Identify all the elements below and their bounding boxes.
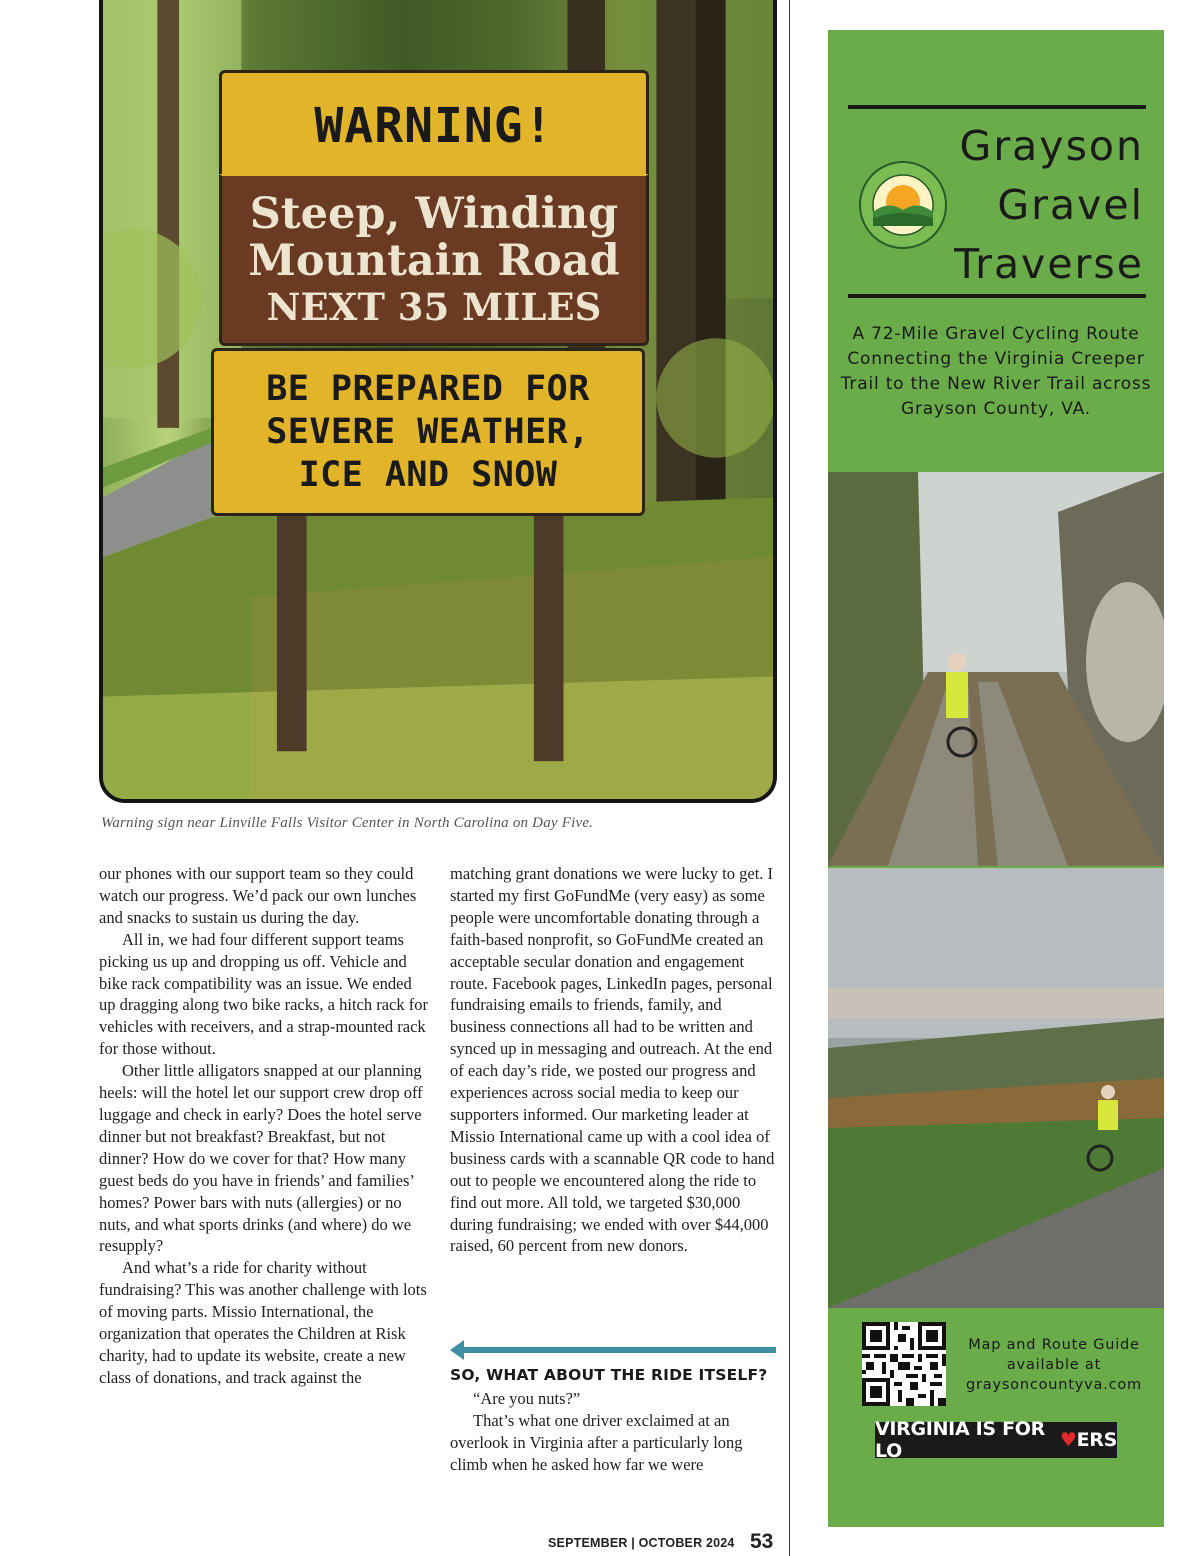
cyclist-road-image [828, 868, 1164, 1308]
cyclist-forest-image [828, 472, 1164, 866]
mountain-road-sign-line: Steep, Winding [249, 189, 619, 239]
mountain-road-sign [219, 174, 649, 346]
virginia-tagline-part: ERS [1076, 1429, 1117, 1451]
ad-description: A 72-Mile Gravel Cycling Route Connecting the Virginia Creeper Trail to the New River Trail across Grayson County, VA. [840, 324, 1152, 419]
column-divider [789, 0, 790, 1556]
issue-date: SEPTEMBER | OCTOBER 2024 [548, 1536, 735, 1550]
route-guide-line: available at [1006, 1357, 1102, 1373]
article-paragraph: And what’s a ride for charity without fundraising? This was another challenge with lots of moving parts. Missio International, the organization that operates the Children at Risk charity, had to update its website, create a new class of donations, and track against the [99, 1258, 427, 1387]
section-heading: SO, WHAT ABOUT THE RIDE ITSELF? [450, 1366, 768, 1384]
route-guide-url[interactable]: graysoncountyva.com [966, 1377, 1142, 1393]
virginia-is-for-lovers-logo [875, 1418, 1117, 1462]
article-paragraph: Other little alligators snapped at our planning heels: will the hotel let our support crew drop off luggage and check in early? Does the hotel serve dinner but not breakfast? Breakfast, but not dinner? How do we cover for that? How many guest beds do you have in friends’ and families’ homes? Power bars with nuts (allergies) or no nuts, and what sports drinks (and where) do we resupply? [99, 1061, 423, 1256]
route-guide-info [950, 1335, 1158, 1395]
heart-icon: ♥ [1059, 1429, 1077, 1451]
mountain-road-sign-line: Mountain Road [248, 236, 620, 286]
weather-sign [211, 348, 645, 516]
cyclist-road-photo [828, 868, 1164, 1308]
grayson-gravel-traverse-ad [828, 30, 1164, 1527]
article-paragraph: That’s what one driver exclaimed at an overlook in Virginia after a particularly long climb when he asked how far we were [450, 1410, 743, 1474]
article-section-body [450, 1388, 780, 1476]
article-column-left [99, 863, 429, 1389]
route-guide-line: Map and Route Guide [968, 1337, 1140, 1353]
warning-sign-top [219, 70, 649, 178]
ad-rule-top [848, 105, 1146, 109]
article-column-right [450, 863, 780, 1257]
cyclist-forest-photo [828, 472, 1164, 866]
mountain-road-sign-line: NEXT 35 MILES [266, 285, 602, 329]
article-paragraph: “Are you nuts?” [473, 1389, 581, 1408]
weather-sign-line: ICE AND SNOW [298, 454, 558, 495]
ad-title-line: Gravel [997, 181, 1144, 229]
warning-sign-text: WARNING! [314, 97, 554, 154]
weather-sign-line: BE PREPARED FOR [266, 368, 590, 409]
warning-sign-photo [99, 0, 777, 803]
virginia-tagline-part: VIRGINIA IS FOR LO [875, 1418, 1045, 1462]
article-paragraph: matching grant donations we were lucky to get. I started my first GoFundMe (very easy) as some people were uncomfortable donating through a faith-based nonprofit, so GoFundMe created an acceptable secular donation and engagement route. Facebook pages, LinkedIn pages, personal fundraising emails to friends, family, and business connections all had to be written and synced up in messaging and outreach. At the end of each day’s ride, we posted our progress and experiences across social media to keep our supporters informed. Our marketing leader at Missio International came up with a cool idea of business cards with a scannable QR code to hand out to people we encountered along the ride to find out more. All told, we targeted $30,000 during fundraising; we ended with over $44,000 raised, 60 percent from new donors. [450, 864, 775, 1256]
grayson-county-seal-icon [858, 160, 948, 250]
qr-code-icon[interactable] [862, 1322, 946, 1406]
ad-title-line: Traverse [954, 240, 1144, 288]
page-number: 53 [750, 1530, 774, 1553]
weather-sign-line: SEVERE WEATHER, [266, 411, 590, 452]
ad-title-line: Grayson [959, 122, 1144, 170]
article-paragraph: All in, we had four different support teams picking us up and dropping us off. Vehicle and bike rack compatibility was an issue. We ended up dragging along two bike racks, a hitch rack for vehicles with receivers, and a strap-mounted rack for those without. [99, 929, 428, 1059]
photo-caption: Warning sign near Linville Falls Visitor Center in North Carolina on Day Five. [101, 815, 594, 831]
article-paragraph: our phones with our support team so they could watch our progress. We’d pack our own lunches and snacks to sustain us during the day. [99, 864, 417, 927]
ad-rule-bottom [848, 294, 1146, 298]
left-arrow-icon [450, 1338, 776, 1362]
